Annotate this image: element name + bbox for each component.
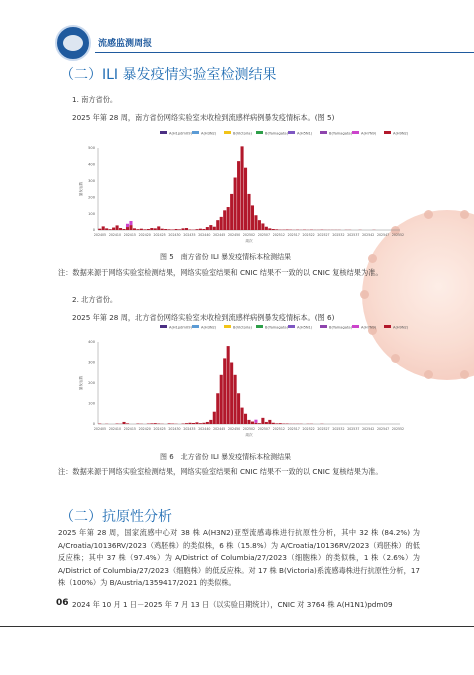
bar	[265, 227, 268, 230]
bar	[244, 414, 247, 424]
bar	[241, 408, 244, 424]
bar	[206, 227, 209, 230]
bar	[247, 194, 250, 230]
legend-label: A(H3N2)	[201, 131, 217, 136]
bar	[143, 229, 146, 230]
cdc-logo-icon	[55, 25, 91, 61]
bar	[185, 228, 188, 230]
legend-label: A(H1pdm09)	[169, 131, 192, 136]
y-tick-label: 200	[88, 195, 95, 200]
virus-spike	[460, 210, 469, 219]
bar	[275, 229, 278, 230]
virus-spike	[424, 210, 433, 219]
note-north: 注：数据来源于网络实验室检测结果，网络实验室结果和 CNIC 结果不一致的以 CNIC 复核结果为准。	[58, 467, 383, 476]
south-text: 2025 年第 28 周，南方省份网络实验室未收检到流感样病例暴发疫情标本。(图 5)	[72, 113, 335, 122]
legend-swatch	[192, 131, 199, 134]
bar	[150, 423, 153, 424]
bar	[237, 161, 240, 230]
section-heading-ili: （二）ILI 暴发疫情实验室检测结果	[60, 67, 277, 83]
legend-swatch	[288, 131, 295, 134]
bar	[261, 223, 264, 230]
legend-label: B(Yamagata)	[265, 131, 288, 136]
bar	[105, 228, 108, 230]
bar	[275, 423, 278, 424]
legend-label: A(H7N9)	[361, 131, 377, 136]
x-tick-label: 202405	[93, 233, 107, 237]
y-axis-label: 暴发起数	[79, 181, 83, 197]
x-tick-label: 202542	[362, 233, 375, 237]
x-tick-label: 202410	[108, 427, 121, 431]
bar	[216, 220, 219, 230]
legend-label: A(H3N2)	[201, 325, 217, 330]
bar	[140, 229, 143, 230]
bar	[216, 393, 219, 424]
x-tick-label: 202445	[213, 233, 226, 237]
bar	[178, 229, 181, 230]
chart-south-svg	[70, 126, 410, 252]
footer-divider	[0, 626, 474, 627]
legend-label: B(Yamagata)	[265, 325, 288, 330]
legend-swatch	[160, 131, 167, 134]
h1n1-paragraph: 2024 年 10 月 1 日－2025 年 7 月 13 日（以实验日期统计），CNIC 对 3764 株 A(H1N1)pdm09	[72, 600, 393, 609]
bar	[223, 358, 226, 424]
page-header	[0, 0, 474, 56]
legend-swatch	[320, 131, 327, 134]
bar	[122, 422, 125, 424]
bar	[147, 229, 150, 230]
x-tick-label: 202522	[302, 233, 315, 237]
virus-spike	[368, 254, 377, 263]
bar	[199, 423, 202, 424]
bar	[188, 423, 191, 424]
bar	[182, 228, 185, 230]
bar-stacked	[126, 224, 129, 227]
legend-swatch	[192, 325, 199, 328]
y-tick-label: 0	[92, 228, 95, 233]
x-tick-label: 202537	[347, 427, 360, 431]
x-tick-label: 202522	[302, 427, 315, 431]
x-tick-label: 202552	[391, 427, 405, 431]
bar	[220, 217, 223, 230]
bar	[126, 423, 129, 424]
x-tick-label: 202512	[272, 427, 285, 431]
brand-title: 流感监测周报	[98, 39, 153, 49]
legend-label: B(Yamagata)	[329, 131, 352, 136]
bar	[230, 363, 233, 425]
x-tick-label: 202430	[168, 233, 181, 237]
x-tick-label: 202425	[153, 427, 166, 431]
x-tick-label: 202507	[257, 233, 270, 237]
x-tick-label: 202527	[317, 233, 330, 237]
x-tick-label: 202517	[287, 233, 300, 237]
y-tick-label: 400	[88, 340, 95, 345]
bar	[119, 228, 122, 230]
north-text: 2025 年第 28 周，北方省份网络实验室未收检到流感样病例暴发疫情标本。(图 6)	[72, 313, 335, 322]
x-tick-label: 202532	[332, 233, 345, 237]
x-tick-label: 202552	[391, 233, 405, 237]
bar-stacked	[254, 420, 257, 423]
header-divider	[95, 52, 474, 53]
legend-label: A(H7N9)	[361, 325, 377, 330]
x-tick-label: 202512	[272, 233, 285, 237]
bar	[272, 423, 275, 424]
bar	[223, 210, 226, 230]
x-tick-label: 202420	[138, 427, 151, 431]
bar	[244, 168, 247, 230]
bar	[116, 225, 119, 230]
bar	[279, 423, 282, 424]
x-tick-label: 202547	[377, 427, 390, 431]
bar	[213, 227, 216, 230]
legend-label: B(Victoria)	[233, 325, 252, 330]
bar	[241, 146, 244, 230]
legend-label: A(H5N1)	[297, 131, 313, 136]
legend-swatch	[384, 131, 391, 134]
y-tick-label: 400	[88, 162, 95, 167]
note-south: 注：数据来源于网络实验室检测结果，网络实验室结果和 CNIC 结果不一致的以 CNIC 复核结果为准。	[58, 268, 383, 277]
bar	[254, 423, 257, 424]
virus-spike	[424, 370, 433, 379]
bar	[254, 215, 257, 230]
bar	[129, 225, 132, 230]
virus-spike	[460, 370, 469, 379]
y-tick-label: 100	[88, 401, 95, 406]
x-tick-label: 202527	[317, 427, 330, 431]
figure5-caption: 图 5 南方省份 ILI 暴发疫情标本检测结果	[160, 253, 292, 261]
bar	[272, 229, 275, 230]
bar	[268, 420, 271, 424]
x-axis-label: 周次	[245, 239, 253, 243]
x-axis-label: 周次	[245, 433, 253, 437]
bar	[157, 226, 160, 230]
bar	[251, 205, 254, 230]
x-tick-label: 202410	[108, 233, 121, 237]
bar	[168, 229, 171, 230]
bar	[126, 227, 129, 230]
x-tick-label: 202502	[242, 427, 256, 431]
chart-north-svg	[70, 320, 410, 446]
bar	[175, 229, 178, 230]
legend-label: A(H9N2)	[393, 325, 409, 330]
section-heading-antigenic: （二）抗原性分析	[60, 509, 172, 525]
bar	[234, 178, 237, 230]
bar	[230, 194, 233, 230]
legend-swatch	[352, 131, 359, 134]
x-tick-label: 202420	[138, 233, 151, 237]
bar	[237, 393, 240, 424]
legend-swatch	[224, 131, 231, 134]
x-tick-label: 202445	[213, 427, 226, 431]
bar	[102, 226, 105, 230]
x-tick-label: 202547	[377, 233, 390, 237]
bar	[195, 422, 198, 424]
bar	[220, 375, 223, 424]
legend-swatch	[288, 325, 295, 328]
legend-label: B(Yamagata)	[329, 325, 352, 330]
page-number: 06	[56, 598, 69, 608]
bar	[261, 418, 264, 424]
bar	[122, 229, 125, 230]
x-tick-label: 202507	[257, 427, 270, 431]
x-tick-label: 202430	[168, 427, 181, 431]
bar	[195, 229, 198, 230]
legend-swatch	[384, 325, 391, 328]
bar	[164, 229, 167, 230]
x-tick-label: 202435	[183, 427, 196, 431]
bar	[168, 423, 171, 424]
bar	[109, 229, 112, 230]
y-tick-label: 500	[88, 146, 95, 151]
legend-label: A(H1pdm09)	[169, 325, 192, 330]
legend-swatch	[256, 325, 263, 328]
legend-swatch	[352, 325, 359, 328]
bar	[202, 423, 205, 424]
chart-south	[70, 126, 410, 252]
legend-label: A(H5N1)	[297, 325, 313, 330]
bar	[234, 375, 237, 424]
legend-swatch	[320, 325, 327, 328]
bar	[251, 422, 254, 424]
bar	[227, 207, 230, 230]
y-axis-label: 暴发起数	[79, 375, 83, 391]
x-tick-label: 202425	[153, 233, 166, 237]
x-tick-label: 202415	[123, 233, 136, 237]
chart-north	[70, 320, 410, 446]
y-tick-label: 200	[88, 381, 95, 386]
bar	[209, 225, 212, 230]
bar	[112, 228, 115, 230]
bar	[258, 220, 261, 230]
bar	[268, 228, 271, 230]
legend-label: B(Victoria)	[233, 131, 252, 136]
bar	[227, 346, 230, 424]
legend-swatch	[160, 325, 167, 328]
x-tick-label: 202435	[183, 233, 196, 237]
x-tick-label: 202450	[228, 233, 241, 237]
x-tick-label: 202440	[198, 427, 211, 431]
x-tick-label: 202532	[332, 427, 345, 431]
north-label: 2. 北方省份。	[72, 295, 118, 304]
bar-stacked	[129, 221, 132, 225]
legend-swatch	[224, 325, 231, 328]
bar	[136, 229, 139, 230]
south-label: 1. 南方省份。	[72, 95, 118, 104]
bar	[199, 229, 202, 230]
x-tick-label: 202517	[287, 427, 300, 431]
virus-spike	[360, 290, 369, 299]
x-tick-label: 202537	[347, 233, 360, 237]
bar	[185, 423, 188, 424]
figure6-caption: 图 6 北方省份 ILI 暴发疫情标本检测结果	[160, 453, 292, 461]
x-tick-label: 202440	[198, 233, 211, 237]
bar	[154, 423, 157, 424]
bar	[161, 229, 164, 230]
bar	[98, 229, 101, 230]
antigenic-paragraph: 2025 年第 28 周，国家流感中心对 38 株 A(H3N2)亚型流感毒株进行抗原性分析，其中 32 株 (84.2%) 为 A/Croatia/10136RV/2023（鸡胚株）的类似株，6 株（15.8%）为 A/Croatia/10136RV/2023（鸡胚株）的低反应株；其中 37 株（97.4%）为 A/District of Columbia/27/2023（细胞株）的类似株，1 株（2.6%）为 A/District of Columbia/27/2023（细胞株）的低反应株。对 17 株 B(Victoria)系流感毒株进行抗原性分析，17 株（100%）为 B/Austria/1359417/2021 的类似株。	[58, 528, 420, 587]
bar	[265, 422, 268, 424]
y-tick-label: 300	[88, 179, 95, 183]
y-tick-label: 100	[88, 211, 95, 216]
x-tick-label: 202415	[123, 427, 136, 431]
bar	[258, 423, 261, 424]
bar	[150, 228, 153, 230]
legend-label: A(H9N2)	[393, 131, 409, 136]
x-tick-label: 202450	[228, 427, 241, 431]
bar	[133, 228, 136, 230]
bar	[202, 229, 205, 230]
bar	[213, 412, 216, 424]
y-tick-label: 0	[92, 422, 95, 427]
x-tick-label: 202405	[93, 427, 107, 431]
x-tick-label: 202502	[242, 233, 256, 237]
bar	[154, 228, 157, 230]
bar	[192, 423, 195, 424]
bar	[206, 422, 209, 424]
bar	[247, 420, 250, 424]
bar	[209, 420, 212, 424]
legend-swatch	[256, 131, 263, 134]
y-tick-label: 300	[88, 360, 95, 365]
x-tick-label: 202542	[362, 427, 375, 431]
